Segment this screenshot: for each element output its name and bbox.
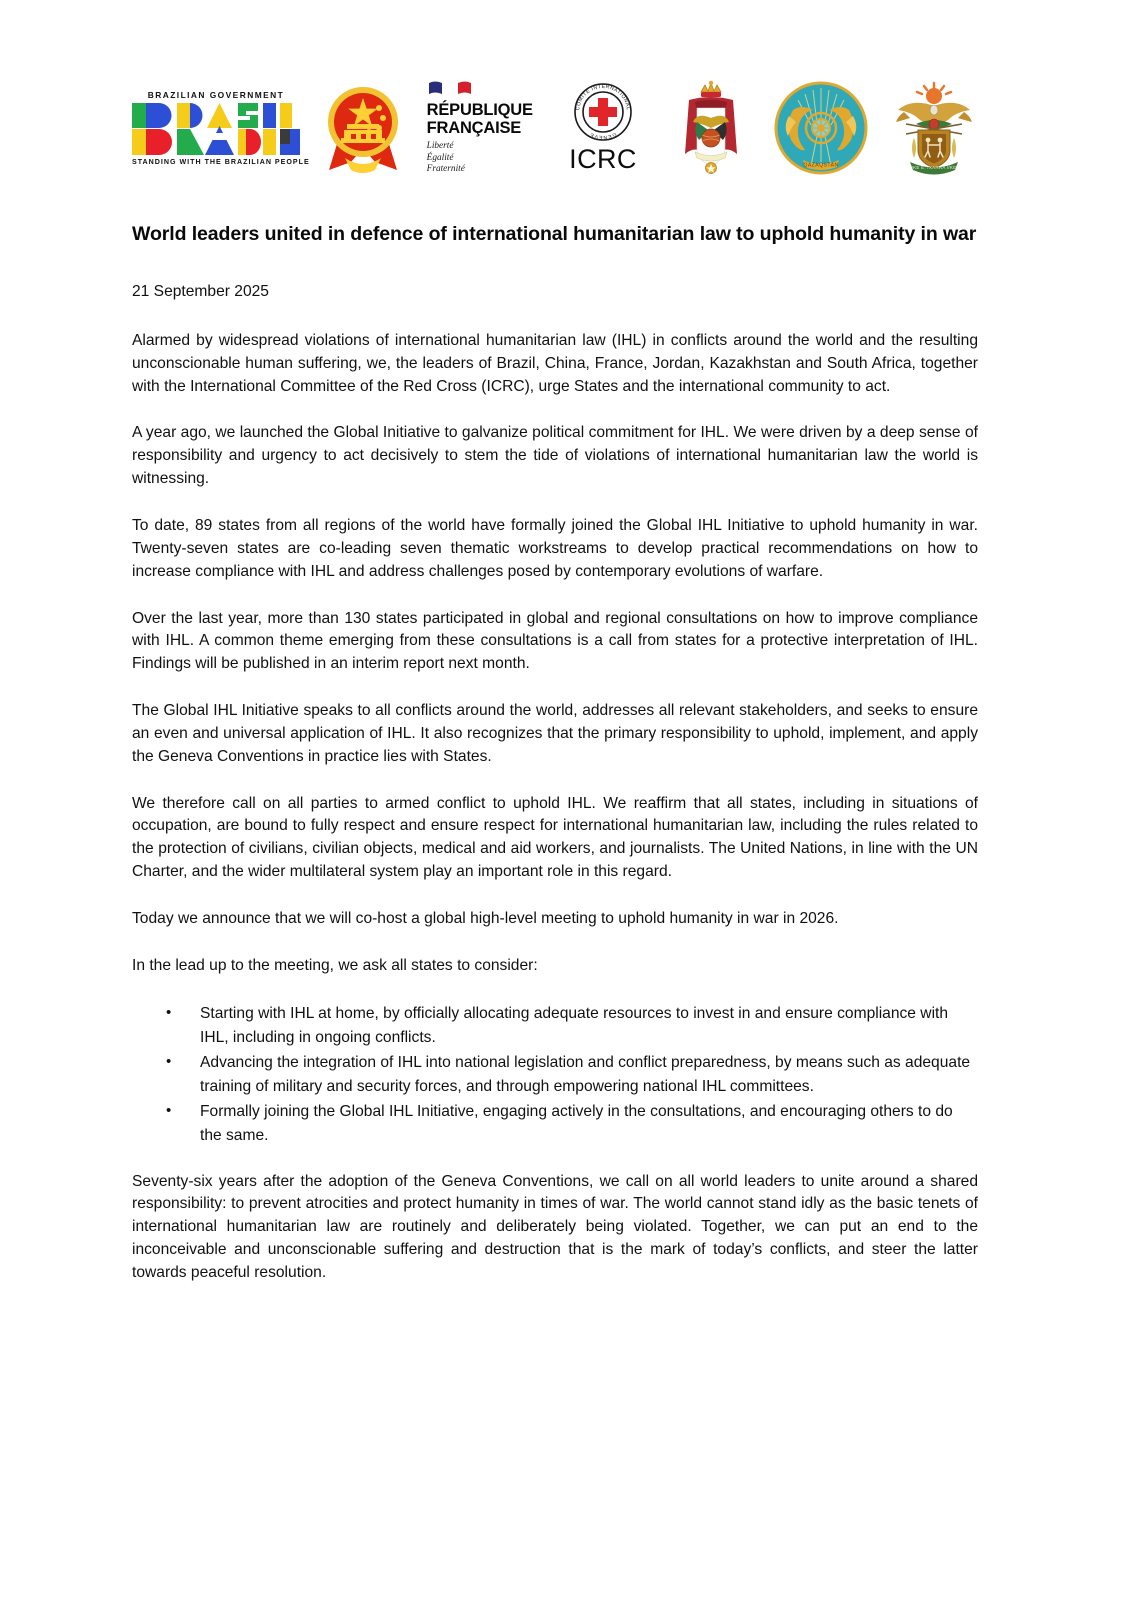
logo-bar — [132, 72, 978, 184]
brasil-wordmark-icon — [132, 103, 300, 155]
paragraph-7: Today we announce that we will co-host a global high-level meeting to uphold humanity in war in 2026. — [132, 909, 839, 927]
action-items-list — [132, 1002, 978, 1149]
list-item: • Starting with IHL at home, by officially allocating adequate resources to invest in and ensure compliance with IHL, including in ongoing conflicts. — [132, 1002, 978, 1050]
icrc-acronym: ICRC — [569, 144, 637, 174]
paragraph-6: We therefore call on all parties to armed conflict to uphold IHL. We reaffirm that all states, including in situations of occupation, are bound to fully respect and ensure respect for international humanitarian law, including the rules related to the protection of civilians, civilian objects, medical and aid workers, and journalists. The United Nations, in line with the UN Charter, and the wider multilateral system play an important role in this regard. — [132, 794, 978, 881]
paragraph-4: Over the last year, more than 130 states participated in global and regional consultations on how to improve compliance with IHL. A common theme emerging from these consultations is a call from states for a protective interpretation of IHL. Findings will be published in an interim report next month. — [132, 609, 978, 673]
french-flag-icon — [427, 80, 473, 97]
france-logo-name: RÉPUBLIQUE FRANÇAISE — [426, 100, 533, 137]
brazilian-government-logo — [132, 90, 310, 166]
list-item: • Advancing the integration of IHL into national legislation and conflict preparedness, by means such as adequate training of military and security forces, and through empowering national IHL committees. — [132, 1051, 978, 1099]
paragraph-3: To date, 89 states from all regions of the world have formally joined the Global IHL Initiative to uphold humanity in war. Twenty-seven states are co-leading seven thematic workstreams to develop practical recommendations on how to increase compliance with IHL and address challenges posed by contemporary evolutions of warfare. — [132, 517, 978, 580]
document-date: 21 September 2025 — [132, 283, 269, 301]
south-africa-coat-of-arms-icon — [890, 80, 978, 176]
brazil-logo-bottom-text: STANDING WITH THE BRAZILIAN PEOPLE — [132, 158, 310, 166]
brazil-logo-top-text: BRAZILIAN GOVERNMENT — [147, 90, 285, 100]
france-logo-motto: Liberté Égalité Fraternité — [426, 141, 465, 175]
list-item: • Formally joining the Global IHL Initiative, engaging actively in the consultations, and encouraging others to do the same. — [132, 1100, 978, 1148]
svg-text:GENÈVE: GENÈVE — [588, 130, 618, 141]
icrc-logo — [556, 81, 650, 175]
jordan-coat-of-arms-icon — [671, 78, 751, 178]
closing-paragraph: Seventy-six years after the adoption of the Geneva Conventions, we call on all world leaders to unite around a shared responsibility: to prevent atrocities and protect humanity in times of war. The world cannot stand idly as the basic tenets of international humanitarian law are routinely and deliberately being violated. Together, we can put an end to the inconceivable and unconscionable suffering and destruction that is the mark of today’s conflicts, and steer the latter towards peaceful resolution. — [132, 1172, 978, 1281]
paragraph-1: Alarmed by widespread violations of international humanitarian law (IHL) in conflicts around the world and the resulting unconscionable human suffering, we, the leaders of Brazil, China, France, Jordan, Kazakhstan and South Africa, together with the International Committee of the Red Cross (ICRC), urge States and the international community to act. — [132, 331, 978, 395]
republique-francaise-logo — [427, 80, 535, 176]
red-cross-emblem-icon — [572, 81, 634, 143]
paragraph-2: A year ago, we launched the Global Initiative to galvanize political commitment for IHL. We were driven by a deep sense of responsibility and urgency to act decisively to stem the tide of violations of international humanitarian law the world is witnessing. — [132, 424, 978, 488]
svg-text:QAZAQSTAN: QAZAQSTAN — [803, 162, 839, 169]
china-national-emblem-icon — [321, 82, 405, 174]
page-title: World leaders united in defence of international humanitarian law to uphold humanity in war — [132, 223, 977, 245]
kazakhstan-emblem-icon — [773, 80, 869, 176]
document-body — [132, 222, 978, 1285]
svg-text:!KE E: /XARRA //KE: !KE E: /XARRA //KE — [911, 165, 957, 170]
paragraph-5: The Global IHL Initiative speaks to all conflicts around the world, addresses all relevant stakeholders, and seeks to ensure an even and universal application of IHL. It also recognizes that the primary responsibility to uphold, implement, and apply the Geneva Conventions in practice lies with States. — [132, 702, 978, 765]
paragraph-8: In the lead up to the meeting, we ask all states to consider: — [132, 956, 538, 974]
svg-text:COMITÉ INTERNATIONAL: COMITÉ INTERNATIONAL — [574, 83, 631, 111]
